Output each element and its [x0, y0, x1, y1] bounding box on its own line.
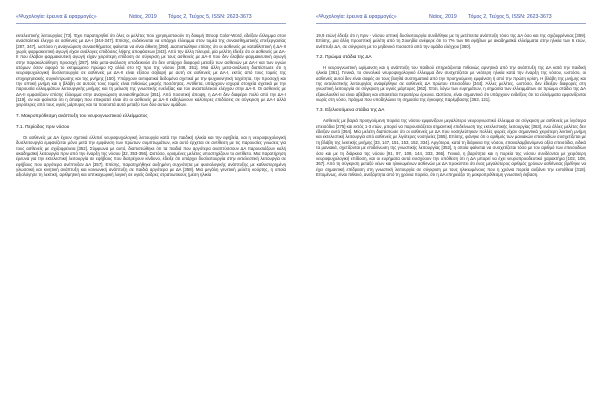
body-paragraph: εκτελεστικής λειτουργίας [73]. Έχει παρατηρηθεί ότι όλες οι μελέτες που χρησιμοποιούν τη δοκιμή Stroop Color-Word, εδείξαν έλλειμμα στον ανασταλτικό έλεγχο σε ασθενείς με ΔΑ-Ι [344-347]. Επίσης, ενδείκνυται να υπάρχει έλλειμμα στον τομέα της συναισθηματικής επεξεργασίας [287, 347], ωστόσο η αναγνώριση συναισθήματος φαίνεται να είναι άθικτη [250]. Διαπιστώθηκε επίσης ότι οι ασθενείς με καταθλιπτική ή ΔΑ-ΙΙ χωρίς φαρμακευτική αγωγή είχαν ανάλογες επιδόσεις λήψης αποφάσεων [343]. Από την άλλη πλευρά, μία μελέτη έδειξε ότι οι ασθενείς με ΔΑ-ΙΙ που έλαβαν φαρμακευτική αγωγή είχαν χειρότερη επίδοση σε σύγκριση με τους ασθενείς με ΔΑ-ΙΙ που δεν έλαβαν φαρμακευτική αγωγή στην παρακολούθηση προσοχή [287]. Μία μετα-ανάλυση υποδεικνύει ότι δεν υπάρχει διαφορά μεταξύ των ασθενών με ΔΑ-Ι και των υγιών ατόμων όσον αφορά το εκτιμώμενο πρώιμο IQ αλλά στο IQ προ της νόσου [348, 351]. Μια άλλη μετα-ανάλυση διαπίστωσε ότι η νευροψυχολογική δυσλειτουργία σε ασθενείς με ΔΑ-ΙΙ είναι εξίσου σοβαρή με αυτή σε ασθενείς με ΔΑ-Ι, εκτός από τους τομείς της επιχειρησιακής συγκέντρωσης και της μνήμης [150]. Υπάρχουν αντιφατικά δεδομένα σχετικά με την ψυχοκινητική ταχύτητα, την προσοχή και την οπτική μνήμη και η βλάβη σε αυτούς τους τομείς είναι πιθανώς μικρής ποσότητας. Αντίθετα, υπάρχουν ισχυρά στοιχεία σχετικά με την παρουσία ελλειμμάτων λειτουργικής μνήμης και τη μείωση της γνωστικής ευελιξίας και του ανασταλτικού ελέγχου στην ΔΑ-ΙΙ. Οι ασθενείς με ΔΑ-ΙΙ εμφανίζουν επίσης έλλειμμα στην αναγνώριση συναισθημάτων [351]. Από ποσοτική άποψη, η ΔΑ-ΙΙ δεν διαφέρει πολύ από την ΔΑ-Ι [119], αν και φαίνεται ότι η άποψη που επικρατεί είναι ότι οι ασθενείς με ΔΑ-ΙΙ εκδηλώνουν καλύτερες επιδόσεις σε σύγκριση με ΔΑ-Ι αλλά χειρότερες από τους υγιείς μάρτυρες και τα ποσοστά αυτά μεταξύ των δύο αυτών ομάδων.	[16, 33, 286, 108]
subsection-heading: 7.1. Περίοδος πριν νόσου	[16, 123, 70, 129]
volume-issn: Τόμος 2, Τεύχος 5, ISSN: 2623-3673	[168, 14, 252, 20]
body-paragraph: 19,9 ετών) έδειξε ότι η πριν - νόσου οπτική δυσλειτουργία συνδέθηκε με τη μετέπειτα ανάπτυξη τόσο της ΔΑ όσο και της σχιζοφρένειας [359]. Επίσης, μια άλλη προοπτική μελέτη από τη Σουηδία ανέφερε ότι το 7% των 56 εφήβων με ακαδημαϊκά ελλείμματα στην ηλικία των 6 ετών, ανέπτυξε ΔΑ, σε σύγκριση με το μηδενικό ποσοστό από την ομάδα ελέγχου [360].	[316, 33, 586, 49]
volume-issn: Τόμος 2, Τεύχος 5, ISSN: 2623-3673	[468, 14, 552, 20]
journal-title: «Ψυχολογία: έρευνα & εφαρμογές»	[16, 14, 97, 20]
page-body	[316, 33, 586, 399]
issue-date: Ναϊος, 2019	[429, 14, 457, 20]
body-paragraph: Η νευρογνωστική ωρίμανση και η ανάπτυξη του παιδιού επηρεάζονται πιθανώς αρνητικά από την ανάπτυξη της ΔΑ κατά την παιδική ηλικία [361]. Γενικά, το συνολικό νευροψυχολογικό έλλειμμα δεν συσχετίζεται με νεότερη ηλικία κατά την έναρξη της νόσου, ωστόσο, οι ασθενείς αυτοί δεν είναι σαφές αν τους βοηθά συστηματικά από την προηγούμενη εμφάνιση ή από την πρώτη κρίση. Η βλάβη της μνήμης και της εκτελεστικής λειτουργίας αναφέρθηκε σε ασθενείς ΔΑ πρώτου επεισοδίου [344]. Άλλες μελέτες, ωστόσο, δεν έδειξαν διαφορές στη γνωστική λειτουργία σε σύγκριση με υγιείς μάρτυρες [362]. Έτσι, λόγω των ευρημάτων, η σημασία των ελλειμμάτων σε πρώιμο στάδιο της ΔΑ εξακολουθεί να είναι αβέβαιη και απαιτείται περαιτέρω έρευνα. Ωστόσο, είναι σημαντικό ότι υπάρχουν ενδείξεις ότι τα ελλείμματα εμφανίζονται νωρίς στη νόσο, πράγμα που υποδηλώνει τη σημασία της έγκαιρης παρέμβασης [363, 121].	[316, 65, 586, 103]
subsection-heading: 7.3. Εξελισσόμενα στάδια της ΔΑ	[316, 107, 385, 113]
body-paragraph: Ασθενείς με βαριά προηγούμενη πορεία της νόσου εμφανίζουν μεγαλύτερο νευρογνωστικό έλλειμμα σε σύγκριση με ασθενείς με λιγότερα επεισόδια [275] και εκτός 1-3 ετών, μπορεί να παρουσιάζεται σημαντική επιδείνωση της εκτελεστικής λειτουργίας [363], ενώ άλλες μελέτες δεν έδειξαν αυτό [364]. Μία μελέτη διαπίστωσε ότι οι ασθενείς με ΔΑ που νοσηλεύτηκαν πολλές φορές είχαν σημαντικά χειρότερη λεκτική μνήμη και εκτελεστική λειτουργία από ασθενείς με λιγότερες νοσηλείες [365]. Επίσης, φάνηκε ότι ο αριθμός των μανιακών επεισοδίων συσχετίζεται με τη βλάβη της λεκτικής μνήμης [33, 147, 151, 153, 152, 334]. Αργότερα, κατά τη διάρκεια της νόσου, επαναλαμβανόμενα οξέα επεισόδια, ειδικά τα μανιακά, σχετίζονται με επιδείνωση της γνωστικής λειτουργίας [352], η οποία φαίνεται να συσχετίζεται τόσο με τον αριθμό των επεισοδίων όσο και με τη διάρκεια της νόσου [91, 97, 108, 144, 333, 366]. Γενικά, η βαρύτητα και η πορεία της νόσου συνδέονται με χειρότερη νευροψυχολογική επίδοση, και οι ευρήματα αυτά ενισχύουν την υπόθεση ότι η ΔΑ μπορεί να έχει νευροπροοδευτικό χαρακτήρα [102, 108, 367]. Από τη σύγκριση μεταξύ νέων και ηλικιωμένων ασθενών με ΔΑ προκύπτει ότι ένας μεγαλύτερος αριθμός χρόνων ασθένειας βρέθηκε να έχει σημαντική επίδραση στη γνωστική λειτουργία σε σύγκριση με τους ηλικιωμένους που η χρόνια πορεία αυξάνει την ευπάθεια [318]. Επομένως, είναι πιθανό, ανεξάρτητα από τη χρόνια πορεία, ότι η ΔΑ επηρεάζει τη μακροπρόθεσμη γνωστική έκβαση.	[316, 118, 586, 177]
subsection-heading: 7.2. Πρώιμα στάδια της ΔΑ	[316, 54, 372, 60]
header-rule	[316, 23, 586, 24]
header-rule	[16, 23, 286, 24]
page-body	[16, 33, 286, 399]
body-paragraph: Οι ασθενείς με ΔΑ έχουν σχετικά ελλιπεί νευροψυχολογική λειτουργία κατά την παιδική ηλικία και την εφηβεία, και η νευροψυχολογική δυσλειτουργία εμφανίζεται μόνο μετά την εμφάνιση των πρώτων συμπτωμάτων, και αυτό έρχεται σε αντίθεση με τις παρουσίες γνώσεις για τους ασθενείς με σχιζοφρένεια [352]. Σύμφωνα με αυτό, διαπιστώθηκε ότι τα παιδιά που αργότερα αναπτύσσουν ΔΑ παρουσιάζουν καλή ακαδημαϊκή λειτουργία πριν από την έναρξη της νόσου [32, 353-356]. Ωστόσο, ορισμένες μελέτες υποστηρίζουν το αντίθετο. Μια παρατήρηση έρευνα για την εκτελεστική λειτουργία σε εφήβους που διατρέχουν κίνδυνο, έδειξε ότι υπάρχει δυσλειτουργία στην εκτελεστική λειτουργία σε εφήβους που αργότερα ανέπτυξαν ΔΑ [357]. Επίσης, παρατηρήθηκε αυξημένη συχνότητα με φυσιολογικής ανάπτυξης με καθυστερημένη γλωσσική και κινητική ανάπτυξη και κοινωνική ανάπτυξη σε παιδιά αργότερα με ΔΑ [358]. Μια μεγάλη γενετική μελέτη κοόρτης, η οποία αξιολόγησε τη λεκτική, αριθμητική και οπτικοχωρική λογική σε υγιείς άνδρες στρατιωτικούς (μέση ηλικία	[16, 134, 286, 178]
issue-date: Ναϊος, 2019	[129, 14, 157, 20]
section-heading: 7. Μακροπρόθεσμη ανάπτυξη του νευρογνωστικού ελλείμματος	[16, 112, 148, 118]
right-page	[300, 0, 600, 407]
journal-title: «Ψυχολογία: έρευνα & εφαρμογές»	[316, 14, 397, 20]
